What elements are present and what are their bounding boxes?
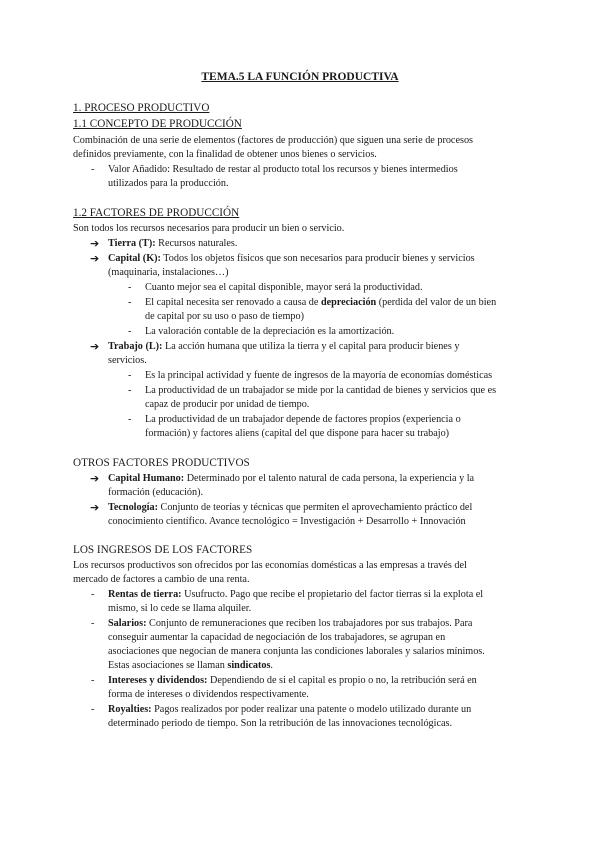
paragraph-line: Los recursos productivos son ofrecidos por las economías domésticas a las empresas a través del [73,560,467,571]
dash-bullet: - [128,297,132,308]
dash-bullet: - [128,326,132,337]
dash-bullet: - [91,164,95,175]
subsection-heading-factores: 1.2 FACTORES DE PRODUCCIÓN [73,207,240,219]
list-item: Rentas de tierra: Usufructo. Pago que recibe el propietario del factor tierras si la explota el [108,589,484,600]
list-item: (maquinaria, instalaciones…) [108,267,229,278]
paragraph-line: mercado de factores a cambio de una renta. [73,574,250,585]
section-heading-proceso: 1. PROCESO PRODUCTIVO [73,102,210,114]
list-item: asociaciones que negocian de manera conjunta las condiciones laborales y salarios mínimos. [108,646,485,657]
list-item: formación) y factores aliens (capital del que dispone para hacer su trabajo) [145,428,450,439]
dash-bullet: - [128,385,132,396]
list-item: servicios. [108,355,147,366]
list-item: Salarios: Conjunto de remuneraciones que reciben los trabajadores por sus trabajos. Para [108,618,473,629]
list-item: Es la principal actividad y fuente de ingresos de la mayoría de economías domésticas [145,370,493,381]
paragraph-line: Combinación de una serie de elementos (factores de producción) que siguen una serie de procesos [73,135,473,146]
dash-bullet: - [128,414,132,425]
list-item: Royalties: Pagos realizados por poder realizar una patente o modelo utilizado durante un [108,704,472,715]
arrow-bullet-icon: ➔ [90,252,100,265]
section-heading-ingresos: LOS INGRESOS DE LOS FACTORES [73,544,253,556]
list-item: Valor Añadido: Resultado de restar al producto total los recursos y bienes intermedios [108,164,458,175]
list-item: Cuanto mejor sea el capital disponible, mayor será la productividad. [145,282,423,293]
paragraph-line: Son todos los recursos necesarios para producir un bien o servicio. [73,223,345,234]
page-title: TEMA.5 LA FUNCIÓN PRODUCTIVA [201,71,399,83]
arrow-bullet-icon: ➔ [90,340,100,353]
list-item: determinado periodo de tiempo. Son la retribución de las innovaciones tecnológicas. [108,718,453,729]
list-item: Estas asociaciones se llaman sindicatos. [108,660,273,671]
dash-bullet: - [128,370,132,381]
list-item: conseguir aumentar la capacidad de negociación de los trabajadores, se agrupan en [108,632,446,643]
list-item: mismo, si lo cede se llama alquiler. [108,603,252,614]
subsection-heading-concepto: 1.1 CONCEPTO DE PRODUCCIÓN [73,118,242,130]
dash-bullet: - [91,618,95,629]
list-item: forma de intereses o dividendos respectivamente. [108,689,309,700]
list-item: La productividad de un trabajador se mide por la cantidad de bienes y servicios que es [145,385,497,396]
paragraph-line: definidos previamente, con la finalidad de obtener unos bienes o servicios. [73,149,377,160]
dash-bullet: - [128,282,132,293]
dash-bullet: - [91,589,95,600]
list-item: Tecnología: Conjunto de teorías y técnicas que permiten el aprovechamiento práctico del [108,502,473,513]
list-item: Capital Humano: Determinado por el talento natural de cada persona, la experiencia y la [108,473,475,484]
list-item: Intereses y dividendos: Dependiendo de si el capital es propio o no, la retribución será en [108,675,477,686]
list-item: Trabajo (L): La acción humana que utiliza la tierra y el capital para producir bienes y [108,341,460,352]
list-item: de capital por su uso o paso de tiempo) [145,311,305,322]
list-item: La productividad de un trabajador depende de factores propios (experiencia o [145,414,461,425]
list-item: conocimiento científico. Avance tecnológico = Investigación + Desarrollo + Innovación [108,516,466,527]
list-item: utilizados para la producción. [108,178,229,189]
list-item: El capital necesita ser renovado a causa de depreciación (perdida del valor de un bien [145,297,497,308]
list-item: La valoración contable de la depreciación es la amortización. [145,326,395,337]
list-item: formación (educación). [108,487,204,498]
arrow-bullet-icon: ➔ [90,472,100,485]
arrow-bullet-icon: ➔ [90,237,100,250]
list-item: capaz de producir por unidad de tiempo. [145,399,310,410]
dash-bullet: - [91,675,95,686]
dash-bullet: - [91,704,95,715]
list-item: Tierra (T): Recursos naturales. [108,238,238,249]
list-item: Capital (K): Todos los objetos físicos que son necesarios para producir bienes y servicios [108,253,475,264]
section-heading-otros: OTROS FACTORES PRODUCTIVOS [73,457,250,469]
arrow-bullet-icon: ➔ [90,501,100,514]
